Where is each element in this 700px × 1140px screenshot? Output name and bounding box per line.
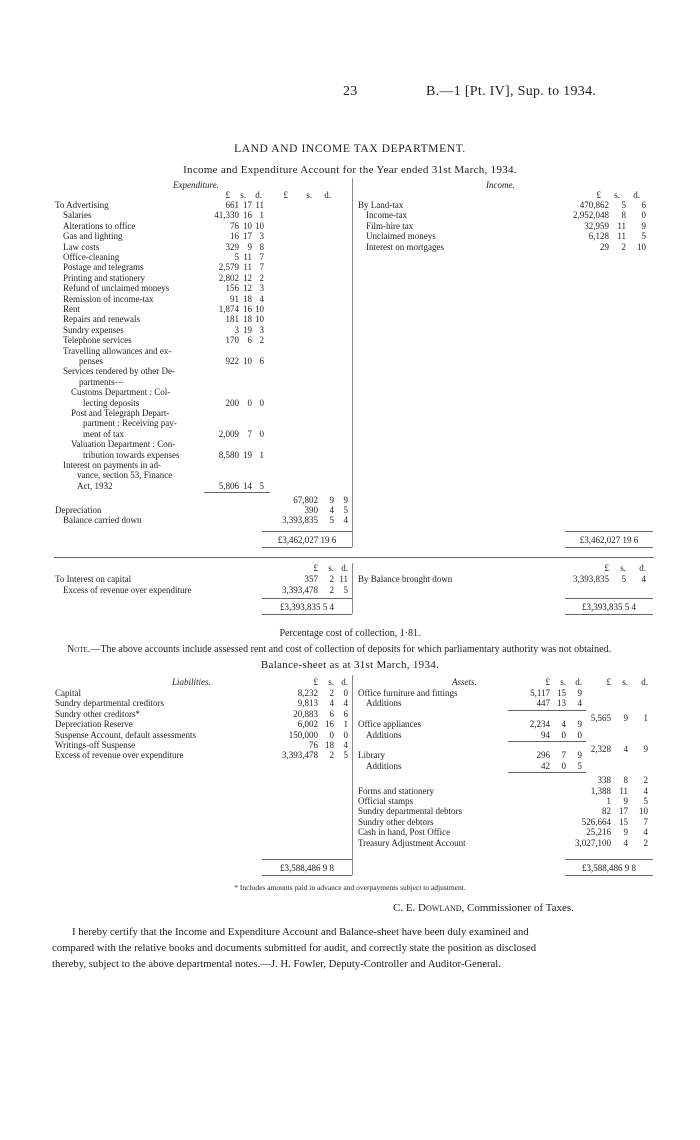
income-shillings: 8	[621, 210, 626, 221]
expenditure-item: Alterations to office	[63, 220, 136, 231]
income-shillings: 11	[617, 231, 626, 242]
expenditure-shillings: 14	[243, 480, 252, 491]
asset-shillings: 0	[561, 729, 566, 740]
second-left-pence: 5	[343, 584, 348, 595]
second-right-shillings: 5	[621, 574, 626, 585]
expenditure-pounds: 5	[234, 252, 239, 262]
expenditure-item: penses	[79, 356, 103, 366]
expenditure-pounds: 170	[225, 335, 239, 346]
expenditure-item: partment : Receiving pay-	[83, 418, 177, 429]
expenditure-item: Services rendered by other De-	[63, 366, 175, 377]
liability-item: Suspense Account, default assessments	[55, 729, 196, 740]
page-number: 23	[343, 84, 358, 99]
currency-head-shillings: s.	[620, 563, 626, 574]
expenditure-item: Interest on payments in ad-	[63, 460, 161, 470]
expenditure-shillings: 10	[243, 220, 252, 231]
liability-shillings: 0	[329, 729, 334, 740]
expenditure-subtotal-shillings: 9	[329, 495, 334, 506]
liability-pounds: 76	[309, 740, 318, 750]
expenditure-pounds: 329	[225, 241, 239, 252]
expenditure-pounds: 2,802	[218, 272, 239, 283]
balance-cd-pence: 4	[343, 515, 348, 526]
currency-head-shillings: s.	[560, 677, 566, 687]
expenditure-pounds: 661	[225, 200, 239, 210]
expenditure-pounds: 1,874	[218, 304, 239, 314]
asset-group-total-shillings: 4	[623, 744, 628, 754]
second-left-pounds: 3,393,478	[282, 584, 318, 595]
asset-shillings: 15	[557, 688, 566, 698]
ie-total: £3,462,027 19 6	[277, 535, 337, 546]
asset-group-total-shillings: 9	[623, 712, 628, 723]
asset-item: Library	[358, 750, 385, 761]
total-rule	[262, 531, 352, 532]
total-rule	[262, 614, 352, 615]
asset-shillings: 4	[561, 719, 566, 730]
expenditure-item: Customs Department : Col-	[71, 387, 171, 398]
income-pounds: 32,959	[584, 220, 609, 231]
total-rule	[262, 875, 352, 876]
expenditure-shillings: 0	[247, 397, 252, 408]
liability-pence: 5	[343, 750, 348, 761]
asset-shillings: 7	[561, 750, 566, 761]
asset-pence: 2	[643, 837, 648, 848]
subtotal-rule	[508, 741, 586, 742]
income-pence: 5	[641, 231, 646, 242]
depreciation-label: Depreciation	[55, 505, 102, 516]
liability-pence: 1	[343, 719, 348, 730]
column-divider	[352, 178, 353, 547]
asset-pounds: 94	[541, 729, 550, 740]
asset-item: Sundry other debtors	[358, 816, 434, 827]
expenditure-pounds: 922	[225, 356, 239, 366]
subtotal-rule	[508, 710, 586, 711]
total-rule	[565, 859, 653, 860]
expenditure-pence: 3	[259, 324, 264, 335]
expenditure-pounds: 5,806	[218, 480, 239, 491]
currency-head-shillings: s.	[306, 190, 312, 200]
expenditure-item: partments—	[79, 376, 124, 387]
expenditure-shillings: 16	[243, 210, 252, 221]
liability-pence: 6	[343, 708, 348, 719]
currency-head-shillings: s.	[614, 190, 620, 200]
asset-shillings: 9	[623, 796, 628, 806]
expenditure-pounds: 41,330	[214, 210, 239, 221]
asset-group-total-pence: 1	[643, 712, 648, 723]
expenditure-pence: 7	[259, 252, 264, 262]
expenditure-subtotal-pence: 9	[343, 495, 348, 506]
balance-cd-pounds: 3,393,835	[282, 515, 318, 526]
expenditure-shillings: 18	[243, 314, 252, 325]
asset-shillings: 0	[561, 760, 566, 771]
expenditure-item: Remission of income-tax	[63, 293, 154, 304]
expenditure-pence: 10	[255, 304, 264, 314]
asset-pence: 9	[577, 750, 582, 761]
currency-head-pence: d.	[255, 190, 262, 200]
liability-item: Sundry other creditors*	[55, 708, 140, 719]
expenditure-subtotal-pounds: 67,802	[293, 495, 318, 506]
liability-pence: 0	[343, 729, 348, 740]
expenditure-item: ment of tax	[83, 428, 124, 439]
liability-pounds: 20,883	[293, 708, 318, 719]
currency-head-pence: d.	[341, 677, 348, 687]
expenditure-pence: 6	[259, 356, 264, 366]
currency-head-shillings: s.	[622, 677, 628, 687]
ie-total: £3,462,027 19 6	[579, 535, 639, 546]
second-total: £3,393,835 5 4	[582, 602, 636, 613]
income-pounds: 6,128	[588, 231, 609, 242]
asset-pence: 0	[577, 729, 582, 740]
expenditure-pence: 4	[259, 293, 264, 304]
asset-pence: 7	[643, 816, 648, 827]
second-left-shillings: 2	[329, 584, 334, 595]
footnote: * Includes amounts paid in advance and overpayments subject to adjustment.	[234, 883, 466, 892]
asset-pence: 4	[643, 827, 648, 838]
note-lead: Note.	[67, 644, 91, 656]
asset-pounds: 3,027,100	[575, 837, 611, 848]
liability-item: Sundry departmental creditors	[55, 698, 164, 709]
second-right-pounds: 3,393,835	[573, 574, 609, 585]
currency-head-pence: d.	[639, 563, 646, 574]
asset-pence: 5	[643, 796, 648, 806]
depreciation-pounds: 390	[304, 505, 318, 516]
asset-item: Office appliances	[358, 719, 422, 730]
liability-shillings: 2	[329, 750, 334, 761]
expenditure-item: Post and Telegraph Depart-	[71, 408, 170, 418]
liability-shillings: 6	[329, 708, 334, 719]
expenditure-pence: 0	[259, 397, 264, 408]
asset-pounds: 296	[536, 750, 550, 761]
expenditure-shillings: 10	[243, 356, 252, 366]
currency-head-pence: d.	[575, 677, 582, 687]
expenditure-item: Repairs and renewals	[63, 314, 140, 325]
expenditure-item: Refund of unclaimed moneys	[63, 283, 170, 294]
expenditure-pounds: 8,580	[218, 449, 239, 460]
expenditure-pounds: 200	[225, 397, 239, 408]
currency-head-pence: d.	[641, 677, 648, 687]
document-reference: B.—1 [Pt. IV], Sup. to 1934.	[426, 84, 597, 99]
second-right-item: By Balance brought down	[358, 574, 453, 585]
percentage-cost: Percentage cost of collection, 1·81.	[279, 628, 421, 640]
signature-title: , Commissioner of Taxes.	[461, 902, 574, 914]
expenditure-shillings: 12	[243, 272, 252, 283]
asset-shillings: 4	[623, 837, 628, 848]
depreciation-shillings: 4	[329, 505, 334, 516]
bs-total: £3,588,486 9 8	[280, 863, 334, 873]
balance-cd-label: Balance carried down	[63, 515, 142, 526]
subtotal-rule	[508, 772, 586, 773]
income-pence: 0	[641, 210, 646, 221]
currency-head-pounds: £	[596, 190, 601, 200]
expenditure-shillings: 17	[243, 231, 252, 242]
asset-group-total-pounds: 5,565	[590, 712, 611, 723]
subtotal-rule	[204, 492, 270, 493]
expenditure-pence: 2	[259, 272, 264, 283]
asset-pounds: 42	[541, 760, 550, 771]
currency-head-pounds: £	[545, 677, 550, 687]
income-shillings: 5	[621, 200, 626, 210]
expenditure-pence: 8	[259, 241, 264, 252]
signature-name: C. E. Dowland	[393, 902, 462, 914]
asset-pounds: 447	[536, 698, 550, 709]
income-shillings: 11	[617, 220, 626, 231]
expenditure-pence: 0	[259, 428, 264, 439]
expenditure-item: Office-cleaning	[63, 252, 120, 262]
total-rule	[262, 598, 352, 599]
asset-group-total-pence: 2	[643, 775, 648, 786]
expenditure-pounds: 181	[225, 314, 239, 325]
liability-shillings: 2	[329, 688, 334, 698]
second-right-pence: 4	[641, 574, 646, 585]
second-total: £3,393,835 5 4	[280, 602, 334, 613]
expenditure-shillings: 11	[243, 262, 252, 273]
asset-item: Treasury Adjustment Account	[358, 837, 466, 848]
expenditure-item: Valuation Department : Con-	[71, 439, 176, 450]
asset-pence: 9	[577, 719, 582, 730]
expenditure-shillings: 18	[243, 293, 252, 304]
asset-pounds: 25,216	[586, 827, 611, 838]
liability-pence: 4	[343, 698, 348, 709]
expenditure-pence: 5	[259, 480, 264, 491]
certificate-line: thereby, subject to the above departmental notes.—J. H. Fowler, Deputy-Controller and Auditor-General.	[52, 958, 501, 970]
asset-shillings: 17	[619, 806, 628, 817]
currency-head-pounds: £	[313, 677, 318, 687]
liability-pounds: 150,000	[288, 729, 318, 740]
second-left-item: To Interest on capital	[55, 574, 132, 585]
currency-head-shillings: s.	[240, 190, 246, 200]
income-pence: 10	[637, 241, 646, 252]
income-pounds: 2,952,048	[573, 210, 609, 221]
liability-pounds: 8,232	[297, 688, 318, 698]
assets-label: Assets.	[452, 677, 477, 687]
expenditure-shillings: 16	[243, 304, 252, 314]
income-item: Interest on mortgages	[366, 241, 444, 252]
asset-pounds: 526,664	[581, 816, 611, 827]
total-rule	[565, 614, 653, 615]
total-rule	[565, 598, 653, 599]
asset-item: Additions	[366, 760, 402, 771]
expenditure-item: Gas and lighting	[63, 231, 123, 242]
asset-group-total-pounds: 2,328	[590, 744, 611, 754]
asset-pence: 4	[577, 698, 582, 709]
asset-item: Additions	[366, 698, 402, 709]
expenditure-pence: 7	[259, 262, 264, 273]
second-left-item: Excess of revenue over expenditure	[63, 584, 192, 595]
expenditure-pounds: 2,579	[218, 262, 239, 273]
expenditure-pence: 1	[259, 449, 264, 460]
income-shillings: 2	[621, 241, 626, 252]
column-divider	[352, 563, 353, 614]
expenditure-pounds: 91	[230, 293, 239, 304]
asset-pounds: 1	[606, 796, 611, 806]
accounts-note	[55, 643, 655, 656]
expenditure-item: Sundry expenses	[63, 324, 124, 335]
income-item: By Land-tax	[358, 200, 404, 210]
expenditure-pence: 3	[259, 231, 264, 242]
second-left-shillings: 2	[329, 574, 334, 585]
bs-total: £3,588,486 9 8	[582, 863, 636, 873]
expenditure-item: Salaries	[63, 210, 92, 221]
currency-head-pence: d.	[341, 563, 348, 574]
liability-item: Writings-off Suspense	[55, 740, 136, 750]
expenditure-shillings: 11	[243, 252, 252, 262]
asset-pounds: 2,234	[529, 719, 550, 730]
liability-item: Depreciation Reserve	[55, 719, 133, 730]
expenditure-item: Rent	[63, 304, 80, 314]
liability-pence: 4	[343, 740, 348, 750]
currency-head-pence: d.	[633, 190, 640, 200]
income-item: Unclaimed moneys	[366, 231, 436, 242]
note-text: —The above accounts include assessed rent and cost of collection of deposits for which parliamentary authority was not obtained.	[90, 644, 612, 656]
liability-pence: 0	[343, 688, 348, 698]
expenditure-pence: 11	[255, 200, 264, 210]
expenditure-item: lecting deposits	[83, 397, 140, 408]
income-item: Film-hire tax	[366, 220, 414, 231]
expenditure-item: Act, 1932	[77, 480, 113, 491]
section-divider	[54, 557, 654, 558]
second-left-pounds: 357	[304, 574, 318, 585]
total-rule	[565, 875, 653, 876]
department-title: LAND AND INCOME TAX DEPARTMENT.	[234, 143, 466, 155]
expenditure-shillings: 7	[247, 428, 252, 439]
certificate-line: compared with the relative books and documents submitted for audit, and correctly state the position as disclosed	[52, 942, 537, 954]
asset-shillings: 9	[623, 827, 628, 838]
liability-item: Capital	[55, 688, 81, 698]
income-pence: 9	[641, 220, 646, 231]
asset-item: Additions	[366, 729, 402, 740]
asset-pounds: 1,388	[590, 785, 611, 796]
currency-head-pounds: £	[283, 190, 288, 200]
currency-head-pounds: £	[313, 563, 318, 574]
expenditure-shillings: 19	[243, 324, 252, 335]
expenditure-label: Expenditure.	[173, 180, 219, 190]
expenditure-pounds: 3	[234, 324, 239, 335]
asset-pence: 5	[577, 760, 582, 771]
asset-item: Office furniture and fittings	[358, 688, 458, 698]
liability-item: Excess of revenue over expenditure	[55, 750, 184, 761]
certificate-line: I hereby certify that the Income and Expenditure Account and Balance-sheet have been duly examined and	[72, 926, 529, 938]
expenditure-item: Telephone services	[63, 335, 132, 346]
income-label: Income.	[486, 180, 515, 190]
ie-subtitle: Income and Expenditure Account for the Year ended 31st March, 1934.	[183, 164, 517, 176]
expenditure-shillings: 9	[247, 241, 252, 252]
liability-shillings: 4	[329, 698, 334, 709]
total-rule	[565, 531, 653, 532]
asset-pence: 9	[577, 688, 582, 698]
total-rule	[262, 547, 352, 548]
income-pounds: 470,862	[579, 200, 609, 210]
asset-item: Cash in hand, Post Office	[358, 827, 451, 838]
currency-head-pounds: £	[606, 677, 611, 687]
expenditure-pounds: 16	[230, 231, 239, 242]
expenditure-item: Postage and telegrams	[63, 262, 144, 273]
asset-shillings: 13	[557, 698, 566, 709]
liability-pounds: 6,002	[297, 719, 318, 730]
expenditure-item: Printing and stationery	[63, 272, 145, 283]
asset-group-total-pence: 9	[643, 744, 648, 754]
total-rule	[262, 859, 352, 860]
income-pence: 6	[641, 200, 646, 210]
expenditure-pounds: 2,009	[218, 428, 239, 439]
asset-pounds: 82	[602, 806, 611, 817]
income-pounds: 29	[600, 241, 609, 252]
expenditure-pence: 1	[259, 210, 264, 221]
currency-head-pounds: £	[225, 190, 230, 200]
balance-cd-shillings: 5	[329, 515, 334, 526]
currency-head-pence: d.	[324, 190, 331, 200]
asset-pence: 4	[643, 785, 648, 796]
second-left-pence: 11	[339, 574, 348, 585]
asset-shillings: 15	[619, 816, 628, 827]
expenditure-shillings: 19	[243, 449, 252, 460]
expenditure-pence: 10	[255, 314, 264, 325]
currency-head-shillings: s.	[328, 677, 334, 687]
liability-pounds: 9,813	[297, 698, 318, 709]
expenditure-shillings: 12	[243, 283, 252, 294]
currency-head-pounds: £	[604, 563, 609, 574]
expenditure-item: tribution towards expenses	[83, 449, 180, 460]
asset-pence: 10	[639, 806, 648, 817]
liability-shillings: 18	[325, 740, 334, 750]
asset-item: Forms and stationery	[358, 785, 434, 796]
expenditure-shillings: 6	[247, 335, 252, 346]
expenditure-item: To Advertising	[55, 200, 109, 210]
asset-item: Sundry departmental debtors	[358, 806, 462, 817]
asset-group-total-pounds: 338	[597, 775, 611, 786]
expenditure-item: vance, section 53, Finance	[77, 470, 173, 481]
bs-title: Balance-sheet as at 31st March, 1934.	[260, 659, 440, 671]
expenditure-shillings: 17	[243, 200, 252, 210]
liabilities-label: Liabilities.	[172, 677, 211, 687]
income-item: Income-tax	[366, 210, 407, 221]
liability-shillings: 16	[325, 719, 334, 730]
depreciation-pence: 5	[343, 505, 348, 516]
expenditure-pence: 3	[259, 283, 264, 294]
total-rule	[565, 547, 653, 548]
column-divider	[352, 675, 353, 875]
expenditure-pounds: 76	[230, 220, 239, 231]
expenditure-item: Law costs	[63, 241, 100, 252]
signature	[393, 902, 574, 914]
expenditure-pence: 10	[255, 220, 264, 231]
asset-shillings: 11	[619, 785, 628, 796]
asset-group-total-shillings: 8	[623, 775, 628, 786]
liability-pounds: 3,393,478	[282, 750, 318, 761]
asset-item: Official stamps	[358, 796, 414, 806]
currency-head-shillings: s.	[328, 563, 334, 574]
expenditure-item: Travelling allowances and ex-	[63, 345, 172, 356]
expenditure-pounds: 156	[225, 283, 239, 294]
expenditure-pence: 2	[259, 335, 264, 346]
asset-pounds: 5,117	[530, 688, 550, 698]
